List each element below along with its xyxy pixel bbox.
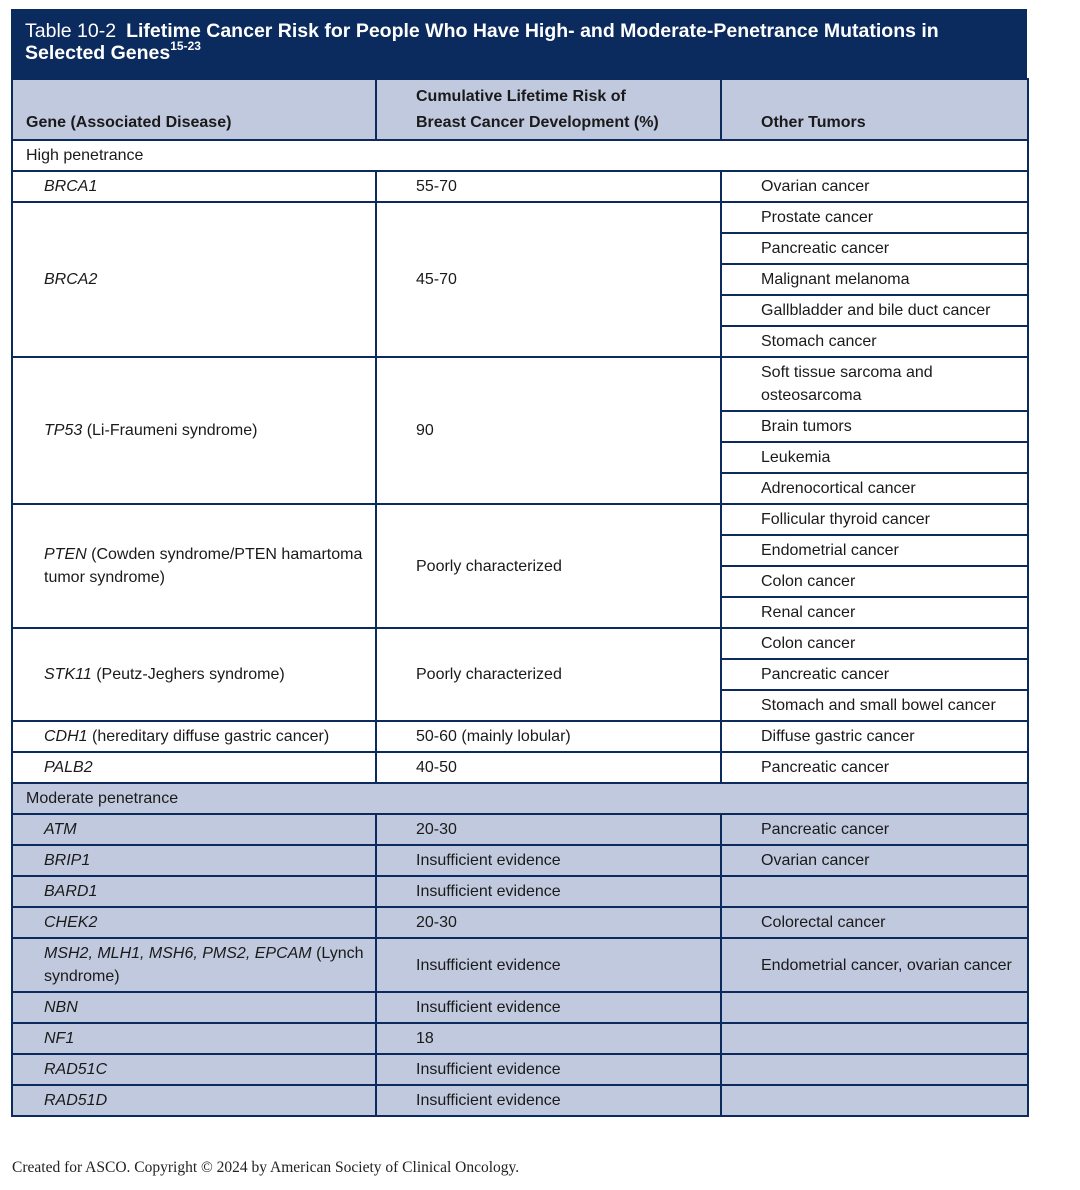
risk-cell: 20-30 bbox=[376, 907, 721, 938]
other-tumor-cell: Stomach cancer bbox=[721, 326, 1028, 357]
gene-name: BRCA2 bbox=[44, 271, 98, 288]
gene-name: STK11 bbox=[44, 666, 92, 683]
other-tumor-cell: Brain tumors bbox=[721, 411, 1028, 442]
gene-name: NBN bbox=[44, 999, 78, 1016]
gene-cell bbox=[12, 721, 376, 752]
associated-disease: (Cowden syndrome/PTEN hamartoma tumor syndrome) bbox=[44, 546, 363, 586]
associated-disease: (Peutz-Jeghers syndrome) bbox=[96, 666, 285, 683]
risk-cell: 20-30 bbox=[376, 814, 721, 845]
table-row bbox=[12, 845, 1028, 876]
table-row bbox=[12, 628, 1028, 659]
table-row bbox=[12, 721, 1028, 752]
other-tumor-cell: Stomach and small bowel cancer bbox=[721, 690, 1028, 721]
section-row-high bbox=[12, 140, 1028, 171]
risk-cell: 45-70 bbox=[376, 202, 721, 357]
other-tumor-cell bbox=[721, 992, 1028, 1023]
other-tumor-cell bbox=[721, 1023, 1028, 1054]
gene-cell bbox=[12, 752, 376, 783]
gene-name: CDH1 bbox=[44, 728, 88, 745]
gene-name: NF1 bbox=[44, 1030, 75, 1047]
other-tumor-cell: Colon cancer bbox=[721, 566, 1028, 597]
associated-disease: (Li-Fraumeni syndrome) bbox=[86, 422, 258, 439]
other-tumor-cell: Follicular thyroid cancer bbox=[721, 504, 1028, 535]
gene-cell bbox=[12, 938, 376, 992]
gene-cell bbox=[12, 1054, 376, 1085]
gene-name: BARD1 bbox=[44, 883, 98, 900]
cancer-risk-table bbox=[11, 78, 1029, 1117]
risk-cell: Poorly characterized bbox=[376, 504, 721, 628]
table-row bbox=[12, 876, 1028, 907]
risk-cell: Insufficient evidence bbox=[376, 845, 721, 876]
header-risk bbox=[376, 79, 721, 140]
other-tumor-cell: Pancreatic cancer bbox=[721, 659, 1028, 690]
other-tumor-cell bbox=[721, 1085, 1028, 1116]
gene-cell bbox=[12, 992, 376, 1023]
table-title-refs: 15-23 bbox=[170, 39, 201, 53]
gene-name: MSH2, MLH1, MSH6, PMS2, EPCAM bbox=[44, 945, 312, 962]
risk-cell: 90 bbox=[376, 357, 721, 504]
other-tumor-cell: Colon cancer bbox=[721, 628, 1028, 659]
other-tumor-cell: Diffuse gastric cancer bbox=[721, 721, 1028, 752]
other-tumor-cell: Pancreatic cancer bbox=[721, 752, 1028, 783]
table-row bbox=[12, 938, 1028, 992]
gene-cell bbox=[12, 876, 376, 907]
header-other-tumors: Other Tumors bbox=[721, 79, 1028, 140]
associated-disease: (hereditary diffuse gastric cancer) bbox=[92, 728, 330, 745]
other-tumor-cell: Pancreatic cancer bbox=[721, 814, 1028, 845]
gene-cell bbox=[12, 1085, 376, 1116]
risk-cell: 40-50 bbox=[376, 752, 721, 783]
other-tumor-cell: Gallbladder and bile duct cancer bbox=[721, 295, 1028, 326]
table-title: Lifetime Cancer Risk for People Who Have High- and Moderate-Penetrance Mutations in Selected Genes bbox=[25, 20, 939, 64]
other-tumor-cell: Ovarian cancer bbox=[721, 845, 1028, 876]
other-tumor-cell: Soft tissue sarcoma and osteosarcoma bbox=[721, 357, 1028, 411]
gene-name: ATM bbox=[44, 821, 77, 838]
other-tumor-cell: Pancreatic cancer bbox=[721, 233, 1028, 264]
header-gene: Gene (Associated Disease) bbox=[12, 79, 376, 140]
gene-cell bbox=[12, 814, 376, 845]
table-title-bar bbox=[11, 9, 1027, 78]
gene-name: TP53 bbox=[44, 422, 83, 439]
table-row bbox=[12, 814, 1028, 845]
table-row bbox=[12, 171, 1028, 202]
gene-cell bbox=[12, 504, 376, 628]
header-row bbox=[12, 79, 1028, 140]
risk-cell: Insufficient evidence bbox=[376, 876, 721, 907]
table-row bbox=[12, 907, 1028, 938]
associated-disease: (Lynch syndrome) bbox=[44, 945, 364, 985]
risk-cell: Insufficient evidence bbox=[376, 992, 721, 1023]
gene-name: PALB2 bbox=[44, 759, 93, 776]
gene-name: PTEN bbox=[44, 546, 87, 563]
other-tumor-cell: Endometrial cancer, ovarian cancer bbox=[721, 938, 1028, 992]
other-tumor-cell: Colorectal cancer bbox=[721, 907, 1028, 938]
header-risk-line2: Breast Cancer Development (%) bbox=[416, 114, 659, 131]
other-tumor-cell: Renal cancer bbox=[721, 597, 1028, 628]
other-tumor-cell bbox=[721, 876, 1028, 907]
gene-name: BRCA1 bbox=[44, 178, 98, 195]
other-tumor-cell: Adrenocortical cancer bbox=[721, 473, 1028, 504]
risk-cell: Insufficient evidence bbox=[376, 938, 721, 992]
table-row bbox=[12, 504, 1028, 535]
gene-cell bbox=[12, 357, 376, 504]
table-row bbox=[12, 1023, 1028, 1054]
risk-cell: 18 bbox=[376, 1023, 721, 1054]
gene-cell bbox=[12, 171, 376, 202]
other-tumor-cell: Leukemia bbox=[721, 442, 1028, 473]
other-tumor-cell: Prostate cancer bbox=[721, 202, 1028, 233]
table-row bbox=[12, 1054, 1028, 1085]
gene-cell bbox=[12, 1023, 376, 1054]
risk-cell: Insufficient evidence bbox=[376, 1054, 721, 1085]
table-row bbox=[12, 1085, 1028, 1116]
table-row bbox=[12, 752, 1028, 783]
table-body bbox=[12, 140, 1028, 1116]
table-row bbox=[12, 357, 1028, 411]
other-tumor-cell: Ovarian cancer bbox=[721, 171, 1028, 202]
risk-cell: 50-60 (mainly lobular) bbox=[376, 721, 721, 752]
section-label: Moderate penetrance bbox=[12, 783, 1028, 814]
other-tumor-cell bbox=[721, 1054, 1028, 1085]
table-number: Table 10-2 bbox=[25, 20, 117, 42]
section-row-moderate bbox=[12, 783, 1028, 814]
gene-cell bbox=[12, 628, 376, 721]
other-tumor-cell: Endometrial cancer bbox=[721, 535, 1028, 566]
gene-cell bbox=[12, 202, 376, 357]
copyright-footer: Created for ASCO. Copyright © 2024 by American Society of Clinical Oncology. bbox=[12, 1159, 520, 1176]
gene-name: RAD51C bbox=[44, 1061, 108, 1078]
gene-name: CHEK2 bbox=[44, 914, 98, 931]
risk-cell: Poorly characterized bbox=[376, 628, 721, 721]
gene-name: RAD51D bbox=[44, 1092, 108, 1109]
risk-cell: Insufficient evidence bbox=[376, 1085, 721, 1116]
gene-name: BRIP1 bbox=[44, 852, 91, 869]
table-container bbox=[11, 9, 1027, 1117]
table-row bbox=[12, 992, 1028, 1023]
other-tumor-cell: Malignant melanoma bbox=[721, 264, 1028, 295]
section-label: High penetrance bbox=[12, 140, 1028, 171]
header-risk-line1: Cumulative Lifetime Risk of bbox=[416, 88, 626, 105]
gene-cell bbox=[12, 907, 376, 938]
gene-cell bbox=[12, 845, 376, 876]
risk-cell: 55-70 bbox=[376, 171, 721, 202]
table-row bbox=[12, 202, 1028, 233]
